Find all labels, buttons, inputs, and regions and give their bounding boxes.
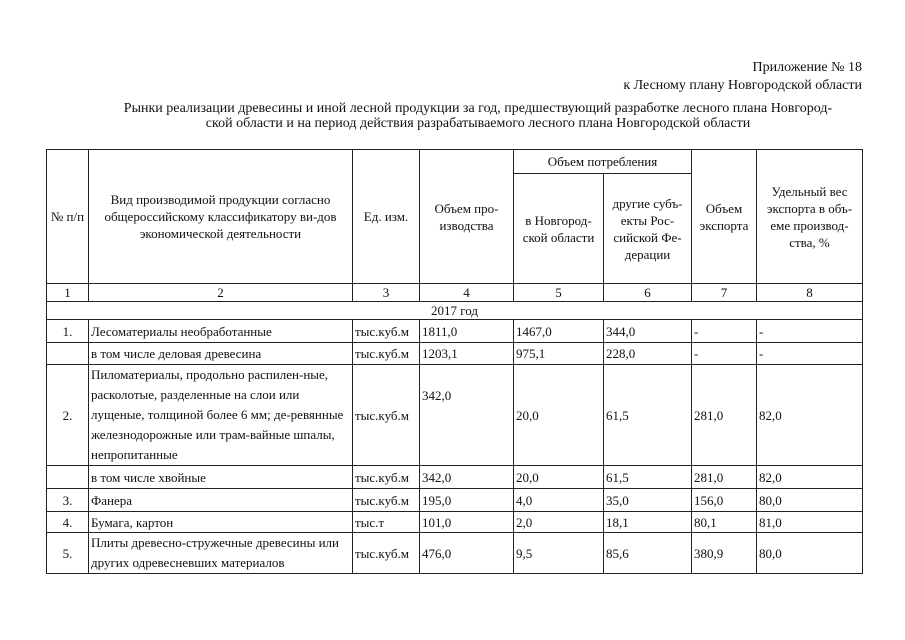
column-number: 3	[353, 284, 420, 302]
table-row	[47, 320, 863, 343]
row-unit: тыс.куб.м	[353, 466, 420, 489]
row-production: 476,0	[420, 533, 514, 574]
table-row	[47, 343, 863, 365]
row-production: 342,0	[420, 466, 514, 489]
column-number: 2	[89, 284, 353, 302]
row-production: 342,0	[420, 365, 514, 466]
row-share: 80,0	[757, 489, 863, 512]
appendix-plan-reference: к Лесному плану Новгородской области	[623, 78, 862, 93]
header-export: Объем экспорта	[692, 150, 757, 284]
row-export: -	[692, 320, 757, 343]
header-consumption: Объем потребления	[514, 150, 692, 174]
markets-table	[46, 149, 863, 574]
row-num: 5.	[47, 533, 89, 574]
row-num: 4.	[47, 512, 89, 533]
row-product: Пиломатериалы, продольно распилен-ные, расколотые, разделенные на слои или лущеные, толщиной более 6 мм; де-ревянные железнодорожные или трам-вайные шпалы, непропитанные	[89, 365, 353, 466]
row-share: -	[757, 343, 863, 365]
row-share: 82,0	[757, 466, 863, 489]
row-other: 228,0	[604, 343, 692, 365]
row-num	[47, 343, 89, 365]
row-share: 80,0	[757, 533, 863, 574]
header-num: № п/п	[47, 150, 89, 284]
header-production: Объем про-изводства	[420, 150, 514, 284]
year-label: 2017 год	[47, 302, 863, 320]
row-product: Плиты древесно-стружечные древесины или других одревесневших материалов	[89, 533, 353, 574]
row-region: 9,5	[514, 533, 604, 574]
row-export: 156,0	[692, 489, 757, 512]
column-number: 7	[692, 284, 757, 302]
row-region: 20,0	[514, 466, 604, 489]
row-num	[47, 466, 89, 489]
column-number: 1	[47, 284, 89, 302]
row-unit: тыс.куб.м	[353, 365, 420, 466]
row-production: 1811,0	[420, 320, 514, 343]
row-num: 3.	[47, 489, 89, 512]
row-product: Лесоматериалы необработанные	[89, 320, 353, 343]
column-number: 8	[757, 284, 863, 302]
row-region: 4,0	[514, 489, 604, 512]
row-product: в том числе хвойные	[89, 466, 353, 489]
appendix-number: Приложение № 18	[752, 60, 862, 75]
row-other: 18,1	[604, 512, 692, 533]
header-unit: Ед. изм.	[353, 150, 420, 284]
row-num: 2.	[47, 365, 89, 466]
row-product: в том числе деловая древесина	[89, 343, 353, 365]
table-row	[47, 489, 863, 512]
row-region: 975,1	[514, 343, 604, 365]
row-product: Бумага, картон	[89, 512, 353, 533]
row-export: 281,0	[692, 466, 757, 489]
table-row	[47, 512, 863, 533]
column-number: 6	[604, 284, 692, 302]
row-production: 1203,1	[420, 343, 514, 365]
header-region: в Новгород-ской области	[514, 174, 604, 284]
header-product: Вид производимой продукции согласно общероссийскому классификатору ви-дов экономической деятельности	[89, 150, 353, 284]
row-unit: тыс.куб.м	[353, 320, 420, 343]
table-row	[47, 365, 863, 466]
document-title	[88, 101, 868, 131]
table-row	[47, 533, 863, 574]
row-other: 61,5	[604, 365, 692, 466]
row-share: 81,0	[757, 512, 863, 533]
row-unit: тыс.куб.м	[353, 489, 420, 512]
row-export: -	[692, 343, 757, 365]
column-number-row	[47, 284, 863, 302]
header-share: Удельный вес экспорта в объ-еме производ-ства, %	[757, 150, 863, 284]
row-production: 101,0	[420, 512, 514, 533]
row-region: 20,0	[514, 365, 604, 466]
row-num: 1.	[47, 320, 89, 343]
row-unit: тыс.куб.м	[353, 533, 420, 574]
row-export: 80,1	[692, 512, 757, 533]
row-unit: тыс.т	[353, 512, 420, 533]
row-production: 195,0	[420, 489, 514, 512]
document-title-line-2: ской области и на период действия разрабатываемого лесного плана Новгородской области	[205, 116, 751, 131]
year-row	[47, 302, 863, 320]
row-other: 61,5	[604, 466, 692, 489]
header-other-subjects: другие субъ-екты Рос-сийской Фе-дерации	[604, 174, 692, 284]
row-region: 1467,0	[514, 320, 604, 343]
row-other: 85,6	[604, 533, 692, 574]
row-product: Фанера	[89, 489, 353, 512]
row-other: 35,0	[604, 489, 692, 512]
row-other: 344,0	[604, 320, 692, 343]
row-unit: тыс.куб.м	[353, 343, 420, 365]
row-region: 2,0	[514, 512, 604, 533]
row-export: 380,9	[692, 533, 757, 574]
column-number: 4	[420, 284, 514, 302]
row-share: 82,0	[757, 365, 863, 466]
row-export: 281,0	[692, 365, 757, 466]
document-title-line-1: Рынки реализации древесины и иной лесной продукции за год, предшествующий разработке лесного плана Новгород-	[123, 101, 833, 116]
row-share: -	[757, 320, 863, 343]
column-number: 5	[514, 284, 604, 302]
table-row	[47, 466, 863, 489]
